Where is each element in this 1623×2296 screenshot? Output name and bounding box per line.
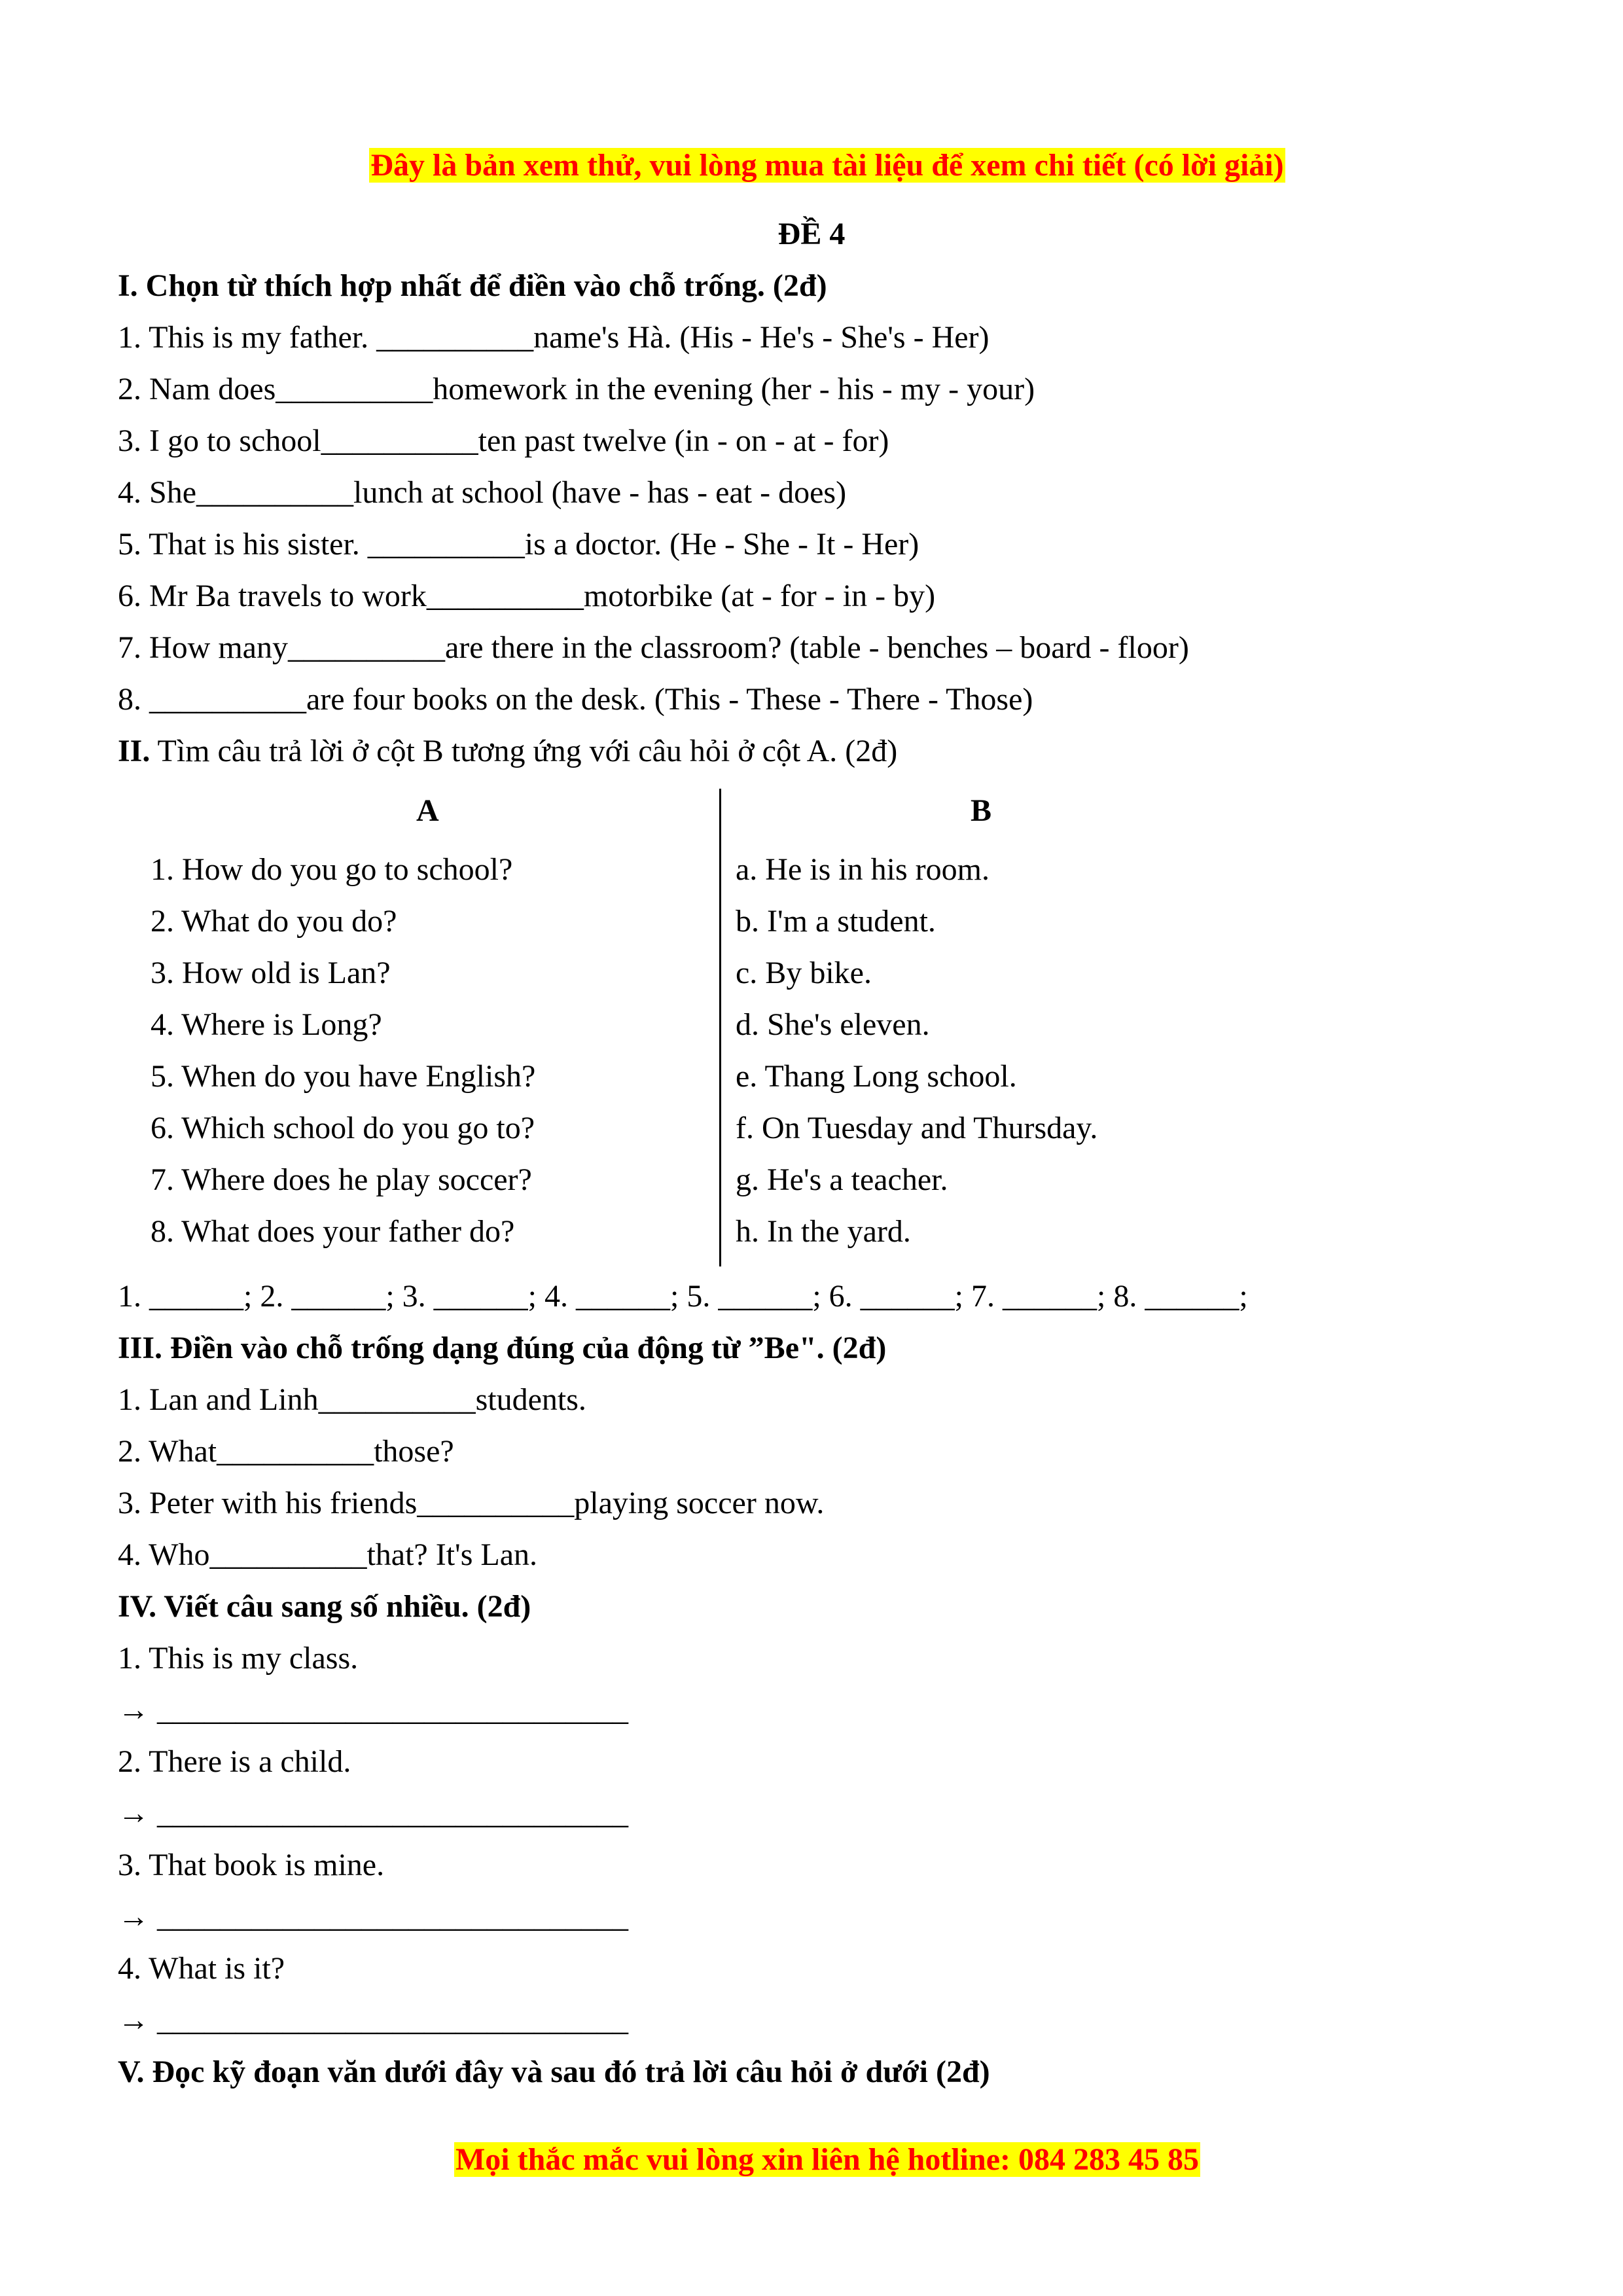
exam-title: ĐỀ 4 [777, 217, 846, 251]
s3-item: 1. Lan and Linh__________students. [118, 1382, 586, 1417]
header-banner: Đây là bản xem thử, vui lòng mua tài liệu để xem chi tiết (có lời giải) [370, 148, 1284, 183]
s1-item: 6. Mr Ba travels to work__________motorbike (at - for - in - by) [118, 579, 936, 613]
s3-item: 3. Peter with his friends__________playing soccer now. [118, 1486, 825, 1520]
matching-answer-line: 1. ______; 2. ______; 3. ______; 4. ______; 5. ______; 6. ______; 7. ______; 8. ______; [118, 1279, 1248, 1314]
column-divider [719, 789, 721, 1266]
answer-b: g. He's a teacher. [736, 1162, 948, 1197]
question-a: 3. How old is Lan? [151, 956, 391, 990]
s4-answer-line: → ______________________________ [118, 2003, 628, 2037]
question-a: 5. When do you have English? [151, 1059, 536, 1094]
s4-item: 1. This is my class. [118, 1641, 359, 1676]
answer-b: a. He is in his room. [736, 852, 990, 887]
s3-item: 2. What__________those? [118, 1434, 454, 1469]
answer-b: h. In the yard. [736, 1214, 911, 1249]
s4-item: 2. There is a child. [118, 1744, 351, 1779]
section-3-title: III. Điền vào chỗ trống dạng đúng của động từ ”Be". (2đ) [118, 1331, 887, 1365]
s3-item: 4. Who__________that? It's Lan. [118, 1537, 537, 1572]
section-5-title: V. Đọc kỹ đoạn văn dưới đây và sau đó trả lời câu hỏi ở dưới (2đ) [118, 2054, 990, 2089]
s4-item: 3. That book is mine. [118, 1848, 385, 1882]
s1-item: 4. She__________lunch at school (have - has - eat - does) [118, 475, 847, 510]
section-2-title [118, 731, 897, 772]
answer-b: f. On Tuesday and Thursday. [736, 1111, 1098, 1145]
s1-item: 2. Nam does__________homework in the evening (her - his - my - your) [118, 372, 1035, 406]
question-a: 4. Where is Long? [151, 1007, 382, 1042]
answer-b: e. Thang Long school. [736, 1059, 1017, 1094]
s4-item: 4. What is it? [118, 1951, 285, 1986]
footer-banner: Mọi thắc mắc vui lòng xin liên hệ hotline: 084 283 45 85 [455, 2142, 1199, 2177]
question-a: 2. What do you do? [151, 904, 397, 939]
question-a: 8. What does your father do? [151, 1214, 515, 1249]
column-b-header: B [971, 793, 992, 828]
column-a-header: A [416, 793, 439, 828]
s1-item: 3. I go to school__________ten past twelve (in - on - at - for) [118, 423, 889, 458]
question-a: 1. How do you go to school? [151, 852, 513, 887]
section-2-text: Tìm câu trả lời ở cột B tương ứng với câu hỏi ở cột A. (2đ) [150, 734, 898, 768]
s1-item: 1. This is my father. __________name's Hà. (His - He's - She's - Her) [118, 320, 990, 355]
s4-answer-line: → ______________________________ [118, 1693, 628, 1727]
section-1-title: I. Chọn từ thích hợp nhất để điền vào chỗ trống. (2đ) [118, 268, 827, 303]
header-banner-row [0, 105, 1623, 226]
question-a: 6. Which school do you go to? [151, 1111, 535, 1145]
s1-item: 8. __________are four books on the desk. (This - These - There - Those) [118, 682, 1033, 717]
answer-b: c. By bike. [736, 956, 872, 990]
section-4-title: IV. Viết câu sang số nhiều. (2đ) [118, 1589, 531, 1624]
section-2-number: II. [118, 734, 151, 768]
answer-b: b. I'm a student. [736, 904, 936, 939]
question-a: 7. Where does he play soccer? [151, 1162, 532, 1197]
s1-item: 5. That is his sister. __________is a doctor. (He - She - It - Her) [118, 527, 919, 562]
answer-b: d. She's eleven. [736, 1007, 930, 1042]
s4-answer-line: → ______________________________ [118, 1899, 628, 1934]
s4-answer-line: → ______________________________ [118, 1796, 628, 1831]
s1-item: 7. How many__________are there in the classroom? (table - benches – board - floor) [118, 630, 1189, 665]
footer-banner-row [0, 2099, 1623, 2221]
